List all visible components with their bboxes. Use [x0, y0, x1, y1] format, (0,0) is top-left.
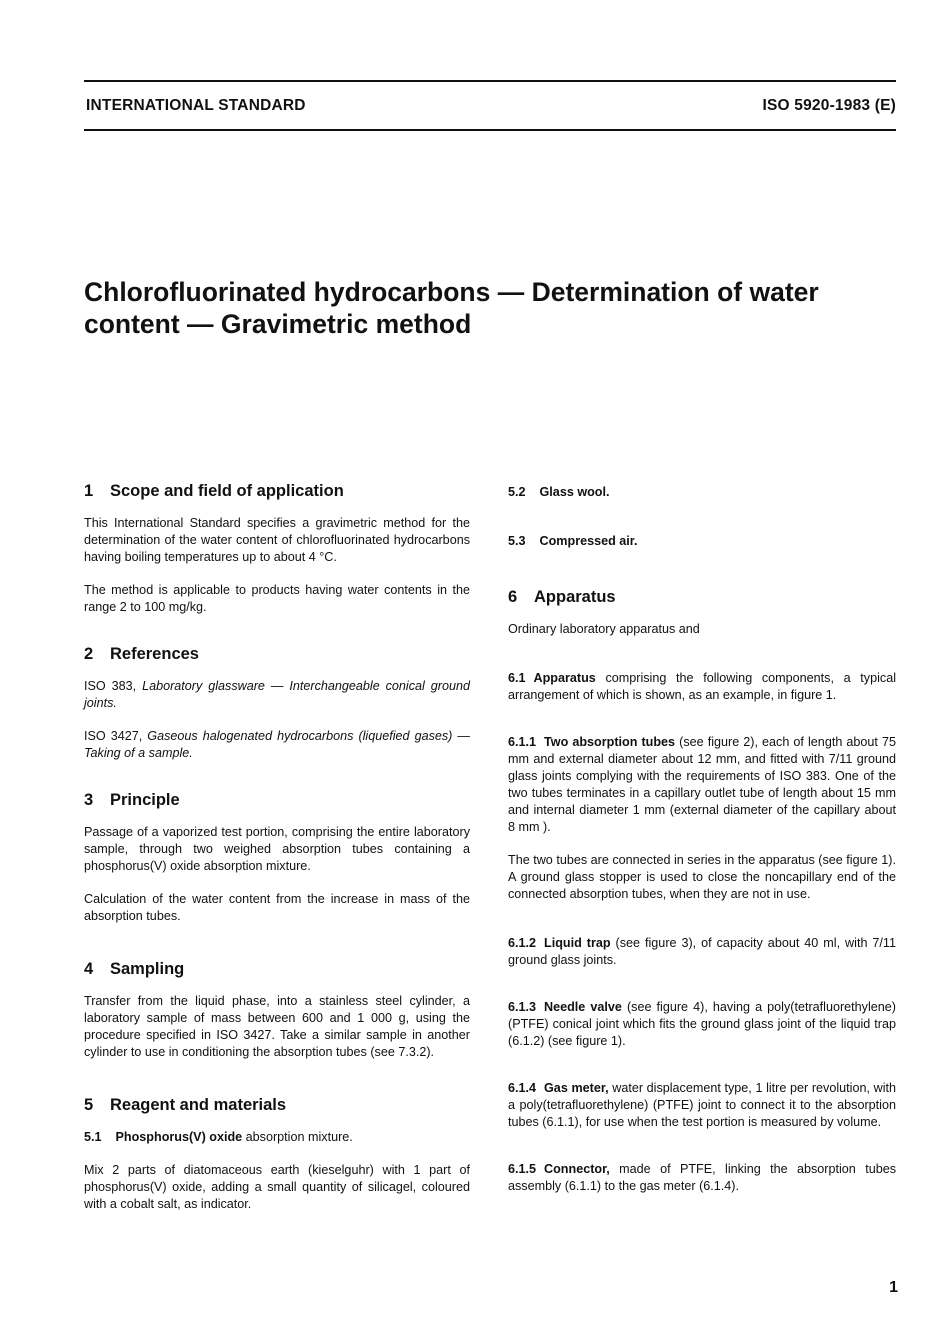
section-title: Reagent and materials — [110, 1096, 287, 1114]
right-column — [508, 480, 896, 1195]
subsection-6-1-5 — [508, 1161, 896, 1195]
subsection-title: Connector, — [544, 1162, 610, 1176]
section-title: Principle — [110, 791, 180, 809]
subsection-6-1 — [508, 670, 896, 704]
subsection-6-1-1 — [508, 734, 896, 836]
section-number: 4 — [84, 960, 94, 978]
subsection-number: 5.1 — [84, 1130, 102, 1144]
section-6-intro: Ordinary laboratory apparatus and — [508, 622, 700, 636]
subsection-number: 6.1.3 — [508, 1000, 537, 1014]
subsection-title: Glass wool. — [539, 485, 610, 499]
header-doc-type: INTERNATIONAL STANDARD — [86, 97, 306, 114]
subsection-text: (see figure 3), of capacity about 40 ml, with 7/11 ground glass joints. — [508, 936, 896, 967]
subsection-number: 6.1.4 — [508, 1081, 537, 1095]
subsection-title: Compressed air. — [539, 534, 638, 548]
subsection-title: Phosphorus(V) oxide — [115, 1130, 243, 1144]
subsection-title: Apparatus — [533, 671, 596, 685]
subsection-6-1-1-paragraph-2: The two tubes are connected in series in the apparatus (see figure 1). A ground glass stopper is used to close the noncapillary end of the connected absorption tubes, when they are not in use. — [508, 853, 896, 901]
subsection-title: Two absorption tubes — [544, 735, 676, 749]
subsection-number: 6.1.2 — [508, 936, 537, 950]
title-line-2: content — Gravimetric method — [84, 309, 472, 339]
header-top-rule — [84, 80, 896, 82]
reference-title: Laboratory glassware — Interchangeable conical ground joints. — [84, 679, 470, 710]
section-5-heading — [84, 1094, 470, 1116]
reference-iso-383 — [84, 678, 470, 712]
section-6-heading — [508, 586, 896, 608]
section-title: Sampling — [110, 960, 185, 978]
subsection-text: water displacement type, 1 litre per revolution, with a poly(tetrafluorethylene) (PTFE) joint to connect it to the absorption tubes (6.1.1), for use when the test portion is measured by volume. — [508, 1081, 896, 1129]
header-bottom-rule — [84, 129, 896, 131]
subsection-5-2 — [508, 484, 896, 501]
section-3-paragraph-1: Passage of a vaporized test portion, comprising the entire laboratory sample, through two weighed absorption tubes containing a phosphorus(V) oxide absorption mixture. — [84, 825, 470, 873]
section-title: References — [110, 645, 199, 663]
subsection-number: 5.3 — [508, 534, 526, 548]
section-3-heading — [84, 789, 470, 811]
section-title: Scope and field of application — [110, 482, 344, 500]
document-title — [84, 276, 914, 340]
section-4-heading — [84, 958, 470, 980]
subsection-5-3 — [508, 533, 896, 550]
section-number: 3 — [84, 791, 94, 809]
reference-title: Gaseous halogenated hydrocarbons (liquefied gases) — Taking of a sample. — [84, 729, 471, 760]
subsection-title: Liquid trap — [544, 936, 611, 950]
subsection-title: Gas meter, — [544, 1081, 609, 1095]
section-4-paragraph-1: Transfer from the liquid phase, into a stainless steel cylinder, a laboratory sample of mass between 600 and 1 000 g, using the procedure specified in ISO 3427. Take a similar sample in another cylinder to use in conditioning the absorption tubes (see 7.3.2). — [84, 994, 470, 1059]
subsection-title: Needle valve — [544, 1000, 622, 1014]
subsection-number: 5.2 — [508, 485, 526, 499]
section-number: 5 — [84, 1096, 94, 1114]
subsection-text: (see figure 4), having a poly(tetrafluorethylene) (PTFE) conical joint which fits the ground glass joint of the liquid trap (6.1.2) (see figure 1). — [508, 1000, 896, 1048]
section-1-paragraph-1: This International Standard specifies a gravimetric method for the determination of the water content of chlorofluorinated hydrocarbons having boiling temperatures up to about 4 °C. — [84, 516, 470, 564]
section-3-paragraph-2: Calculation of the water content from the increase in mass of the absorption tubes. — [84, 892, 470, 923]
subsection-6-1-2 — [508, 935, 896, 969]
subsection-number: 6.1 — [508, 671, 526, 685]
subsection-text: absorption mixture. — [242, 1130, 353, 1144]
section-title: Apparatus — [534, 588, 616, 606]
subsection-number: 6.1.1 — [508, 735, 537, 749]
subsection-5-1 — [84, 1129, 470, 1146]
section-number: 2 — [84, 645, 94, 663]
page-number: 1 — [889, 1279, 898, 1296]
subsection-5-1-paragraph: Mix 2 parts of diatomaceous earth (kieselguhr) with 1 part of phosphorus(V) oxide, adding a small quantity of silicagel, coloured with a cobalt salt, as indicator. — [84, 1163, 470, 1211]
subsection-6-1-3 — [508, 999, 896, 1050]
section-number: 1 — [84, 482, 94, 500]
section-1-paragraph-2: The method is applicable to products having water contents in the range 2 to 100 mg/kg. — [84, 583, 470, 614]
reference-iso-3427 — [84, 728, 470, 762]
title-line-1: Chlorofluorinated hydrocarbons — Determination of water — [84, 277, 819, 307]
section-number: 6 — [508, 588, 518, 606]
header-standard-number: ISO 5920-1983 (E) — [762, 97, 896, 114]
subsection-text: made of PTFE, linking the absorption tubes assembly (6.1.1) to the gas meter (6.1.4). — [508, 1162, 896, 1193]
subsection-text: comprising the following components, a typical arrangement of which is shown, as an example, in figure 1. — [508, 671, 896, 702]
reference-id: ISO 3427, — [84, 729, 143, 743]
subsection-number: 6.1.5 — [508, 1162, 537, 1176]
section-2-heading — [84, 643, 470, 665]
subsection-text: (see figure 2), each of length about 75 mm and external diameter about 12 mm, and fitted with 7/11 ground glass joints complying with the requirements of ISO 383. One of the two tubes terminates in a capillary outlet tube of length about 15 mm and internal diameter 1 mm (external diameter of the capillary about 8 mm ). — [508, 735, 896, 834]
left-column — [84, 480, 470, 1213]
reference-id: ISO 383, — [84, 679, 137, 693]
section-1-heading — [84, 480, 470, 502]
subsection-6-1-4 — [508, 1080, 896, 1131]
